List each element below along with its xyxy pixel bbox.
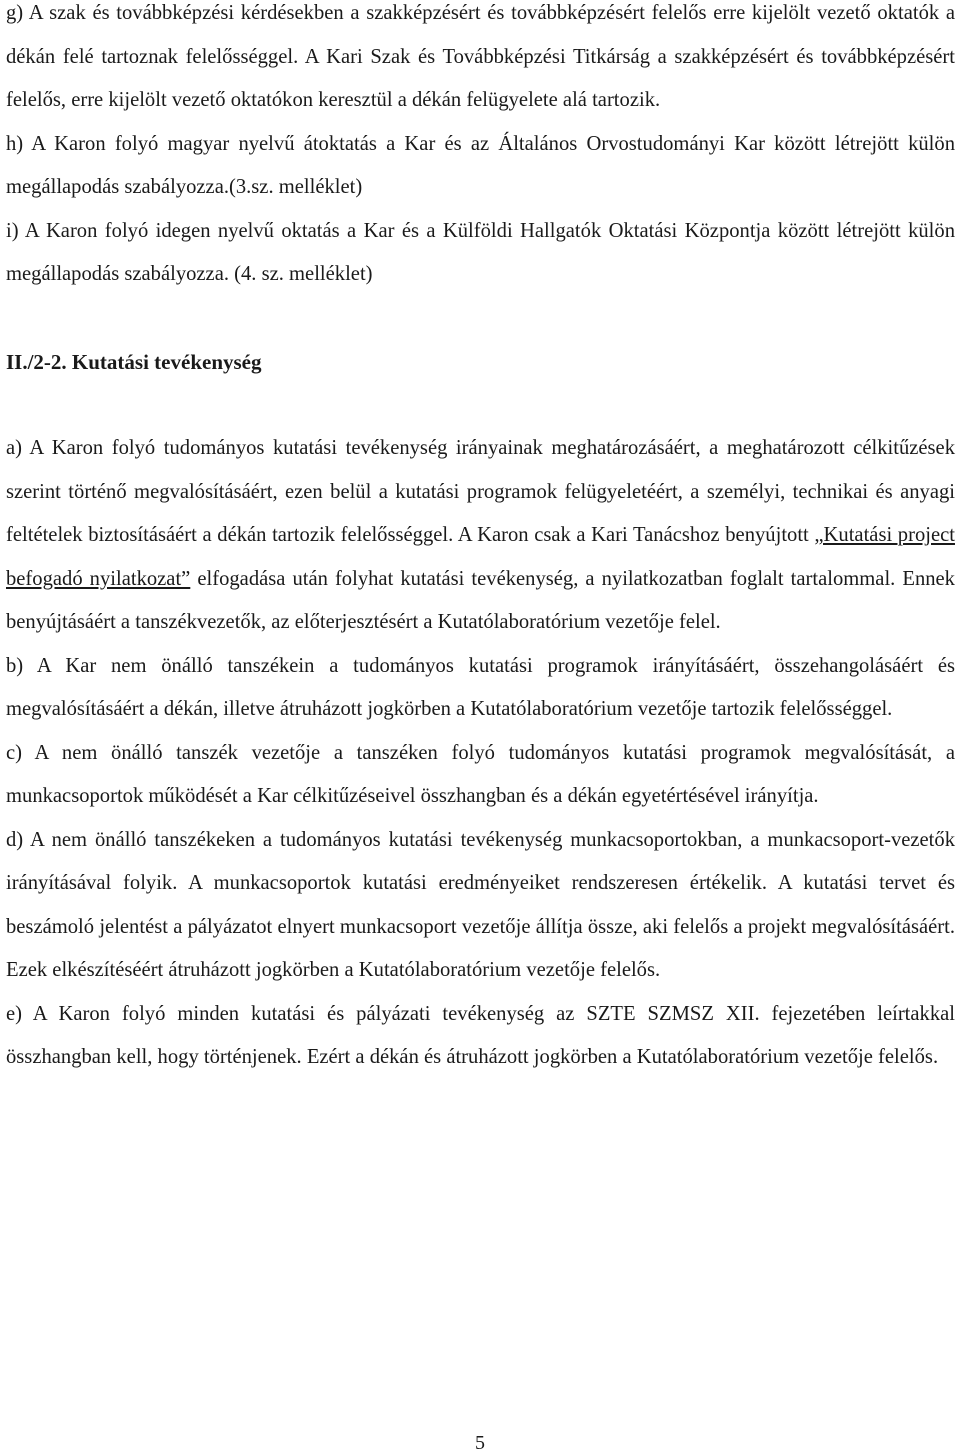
paragraph-e: e) A Karon folyó minden kutatási és pályázati tevékenység az SZTE SZMSZ XII. fejezetében leírtakkal összhangban kell, hogy történjenek. Ezért a dékán és átruházott jogkörben a Kutatólaboratórium vezetője felelős. bbox=[6, 1002, 955, 1068]
section-heading: II./2-2. Kutatási tevékenység bbox=[6, 349, 262, 374]
paragraph-c: c) A nem önálló tanszék vezetője a tanszéken folyó tudományos kutatási programok megvalósítását, a munkacsoportok működését a Kar célkitűzéseivel összhangban és a dékán egyetértésével irányítja. bbox=[6, 741, 955, 807]
paragraph-i: i) A Karon folyó idegen nyelvű oktatás a Kar és a Külföldi Hallgatók Oktatási Központja között létrejött külön megállapodás szabályozza. (4. sz. melléklet) bbox=[6, 219, 955, 285]
paragraph-b: b) A Kar nem önálló tanszékein a tudományos kutatási programok irányításáért, összehangolásáért és megvalósításáért a dékán, illetve átruházott jogkörben a Kutatólaboratórium vezetője tartozik felelősséggel. bbox=[6, 654, 955, 720]
paragraph-a-text-1: a) A Karon folyó tudományos kutatási tevékenység irányainak meghatározásáért, a meghatározott célkitűzések szerint történő megvalósításáért, ezen belül a kutatási programok felügyeletéért, a személyi, technikai és anyagi feltételek biztosításáért a dékán tartozik felelősséggel. A Karon csak a Kari Tanácshoz benyújtott bbox=[6, 437, 955, 546]
page-number: 5 bbox=[475, 1432, 485, 1454]
paragraph-a-text-2: elfogadása után folyhat kutatási tevékenység, a nyilatkozatban foglalt tartalommal. Ennek benyújtásáért a tanszékvezetők, az előterjesztésért a Kutatólaboratórium vezetője felel. bbox=[6, 567, 955, 633]
paragraph-a-underlined-title: „Kutatási project befogadó nyilatkozat” bbox=[6, 524, 955, 590]
paragraph-d: d) A nem önálló tanszékeken a tudományos kutatási tevékenység munkacsoportokban, a munkacsoport-vezetők irányításával folyik. A munkacsoportok kutatási eredményeiket rendszeresen értékelik. A kutatási tervet és beszámoló jelentést a pályázatot elnyert munkacsoport vezetője állítja össze, aki felelős a projekt megvalósításáért. Ezek elkészítéséért átruházott jogkörben a Kutatólaboratórium vezetője felelős. bbox=[6, 828, 955, 981]
paragraph-g: g) A szak és továbbképzési kérdésekben a szakképzésért és továbbképzésért felelős erre kijelölt vezető oktatók a dékán felé tartoznak felelősséggel. A Kari Szak és Továbbképzési Titkárság a szakképzésért és továbbképzésért felelős, erre kijelölt vezető oktatókon keresztül a dékán felügyelete alá tartozik. bbox=[6, 2, 955, 111]
paragraph-h: h) A Karon folyó magyar nyelvű átoktatás a Kar és az Általános Orvostudományi Kar között létrejött külön megállapodás szabályozza.(3.sz. melléklet) bbox=[6, 132, 955, 198]
paragraph-a bbox=[6, 427, 955, 645]
document-page bbox=[6, 0, 955, 1080]
